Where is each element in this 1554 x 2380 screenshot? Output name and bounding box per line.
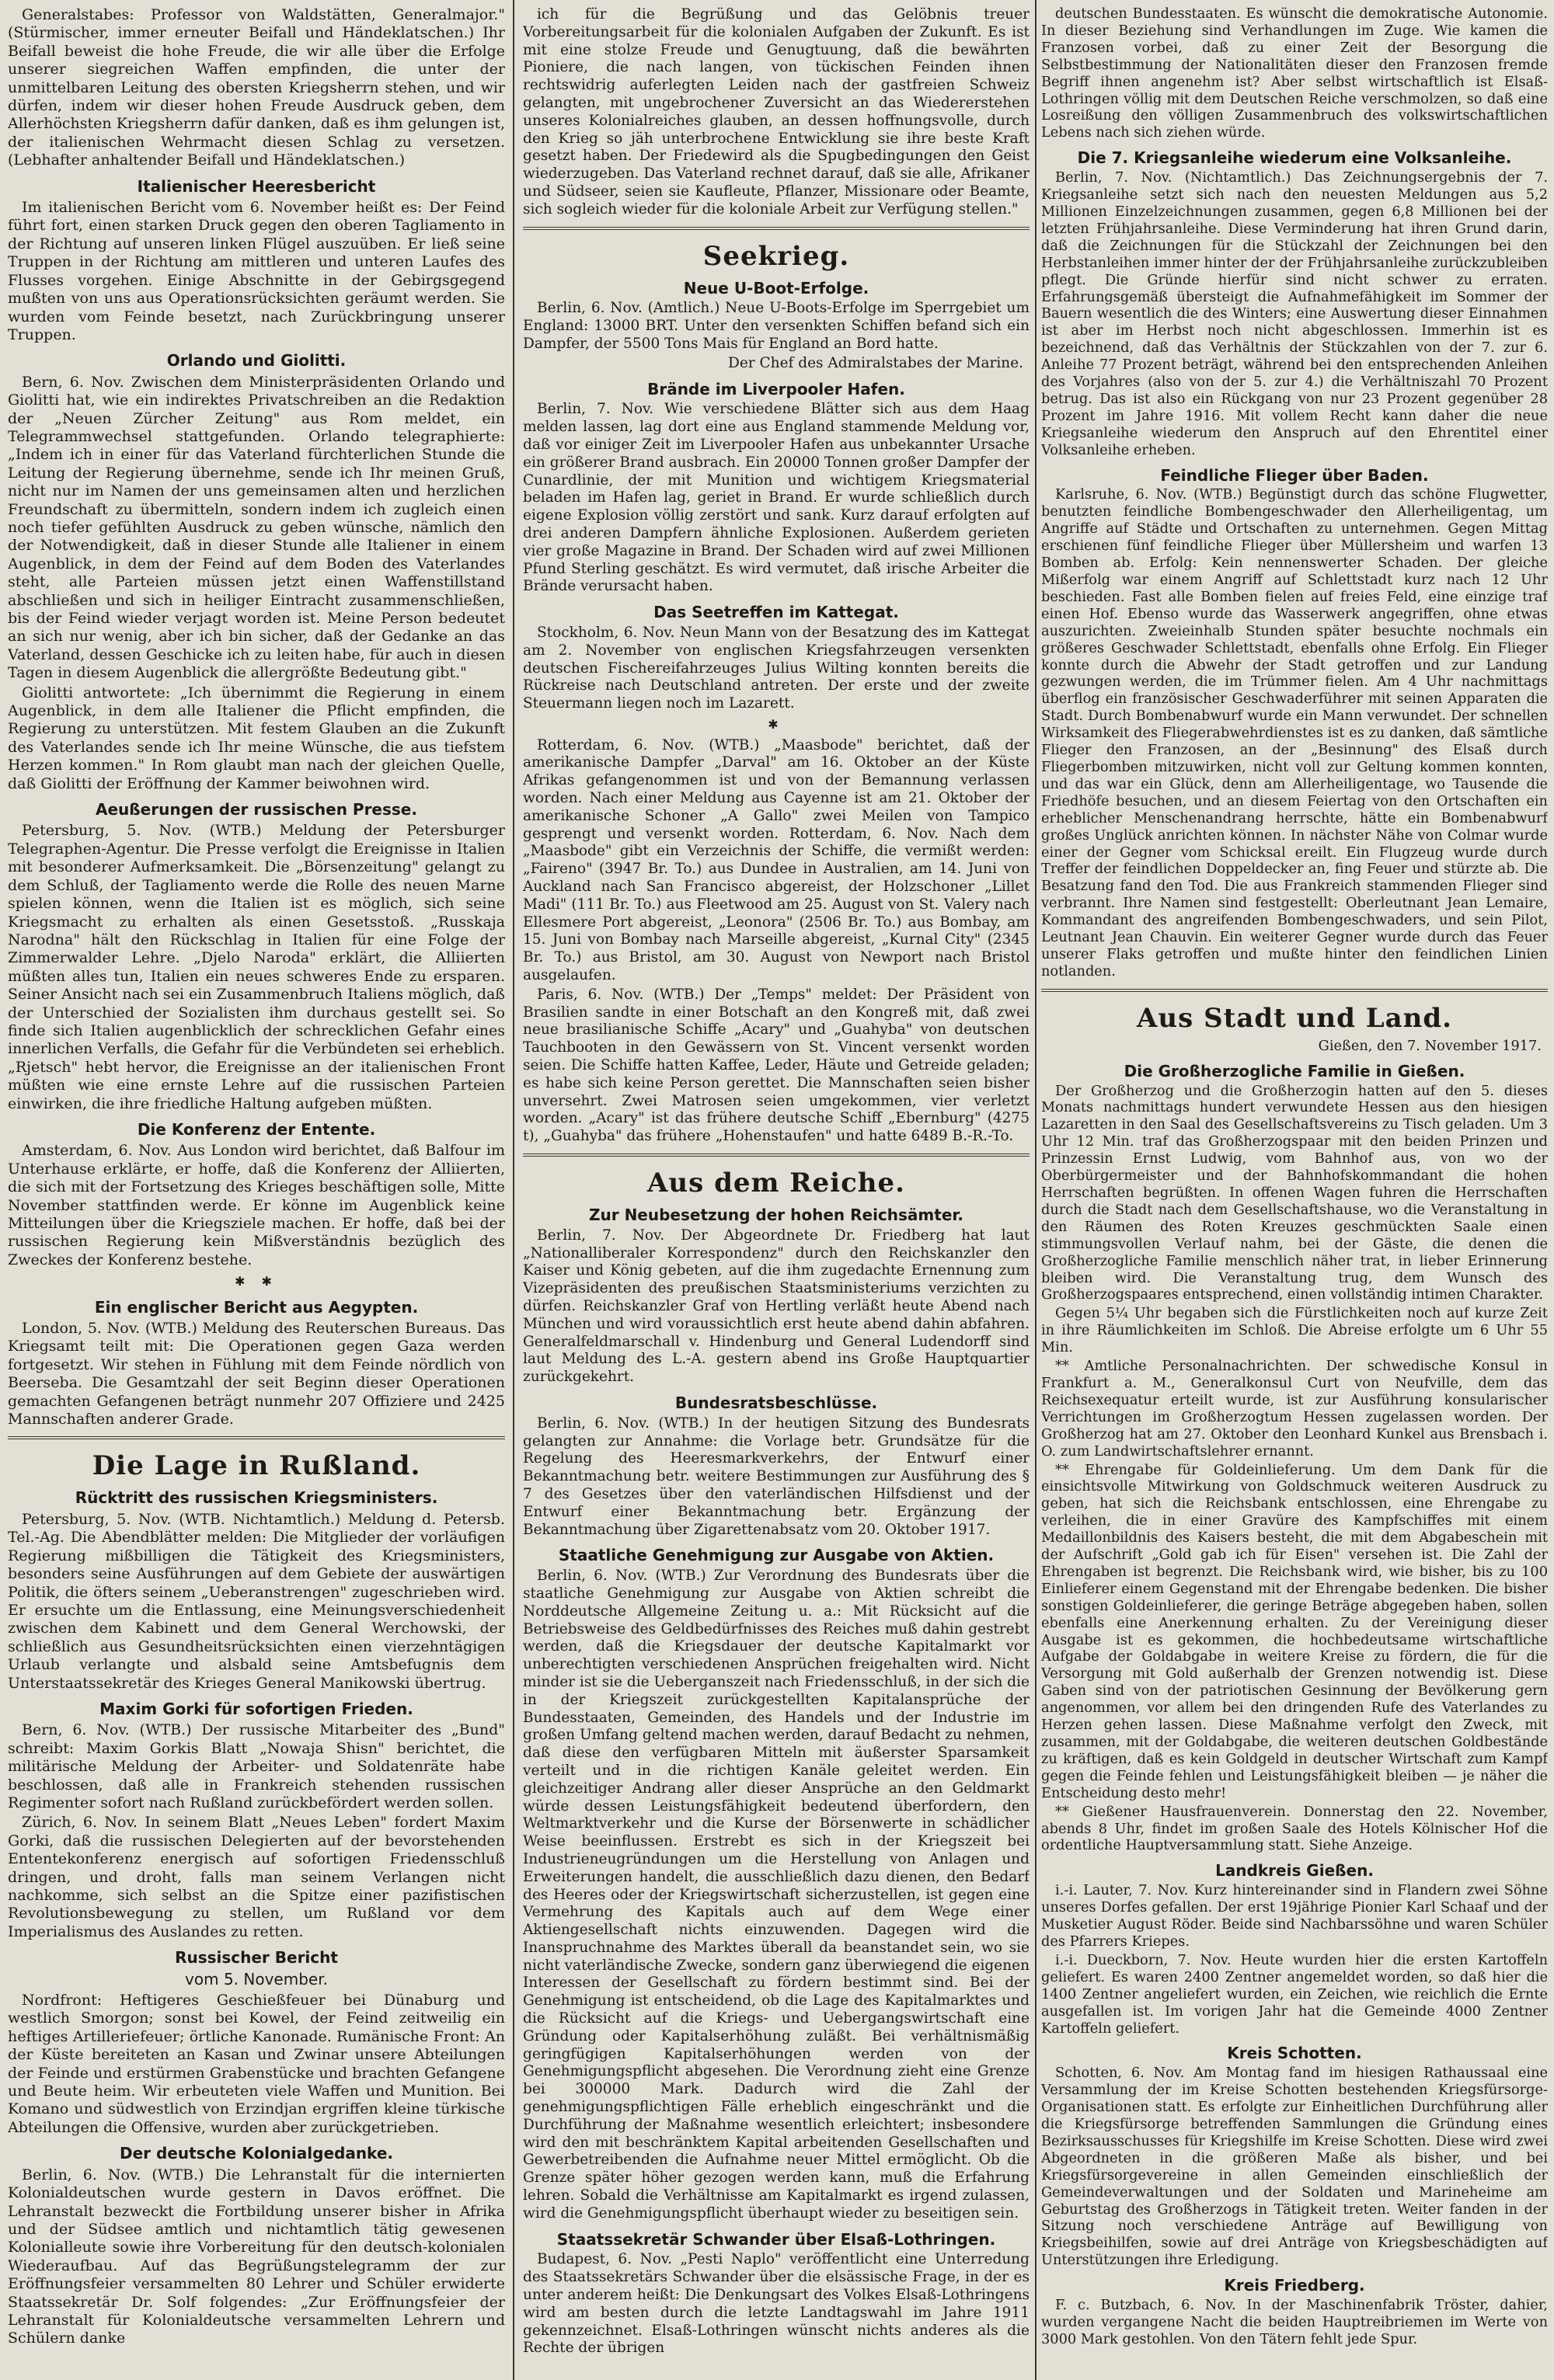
article-paragraph: Petersburg, 5. Nov. (WTB.) Meldung der Petersburger Telegraphen-Agentur. Die Presse verfolgt die Ereignisse in Italien mit besonderer Aufmerksamkeit. Die „Börsenzeitung" gelangt zu dem Schluß, der Tagliamento werde die Rolle des neuen Marne spielen können, wenn die Italien ist es möglich, sich seine Kriegsmacht zu erhalten als einen Gesetsstoß. „Russkaja Narodna" hält den Rückschlag in Italien für eine Folge der Zimmerwalder Lehre. „Djelo Naroda" erklärt, die Alliierten müßten alles tun, Italien ein neues schweres Ende zu ersparen. Seiner Ansicht nach sei ein Zusammenbruch Italiens möglich, daß der Unterschied der Sozialisten ihm durchaus gestellt sei. So finde sich Italien augenblicklich der schrecklichen Gefahr eines innerlichen Verfalls, die Gefahr für die Verbündeten sei erheblich. „Rjetsch" hebt hervor, die Ereignisse an der italienischen Front müßten wie eine ernste Lehre auf die russischen Parteien einwirken, die ihre friedliche Haltung aufgeben müßten.	[8, 822, 505, 1112]
separator-stars: ✱	[768, 716, 785, 732]
article-paragraph: i.-i. Dueckborn, 7. Nov. Heute wurden hier die ersten Kartoffeln geliefert. Es waren 2400 Zentner angemeldet worden, so daß hier die 1400 Zentner angeliefert wurden, ein Zeichen, wie reichlich die Ernte ausgefallen ist. Im vorigen Jahr hat die Gemeinde 4000 Zentner Kartoffeln geliefert.	[1041, 1952, 1548, 2037]
article-heading: Kreis Friedberg.	[1224, 2276, 1365, 2295]
article-paragraph: ** Ehrengabe für Goldeinlieferung. Um dem Dank für die einsichtsvolle Mitwirkung von Goldschmuck weiteren Ausdruck zu geben, hat sich die Reichsbank entschlossen, eine Ehrengabe zu verleihen, die in einer Gravüre des Kampfschiffes mit einem Medaillonbildnis des Kaisers besteht, die mit dem Abgabeschein mit der Aufschrift „Gold gab ich für Eisen" versehen ist. Die Zahl der Ehrengaben ist begrenzt. Die Reichsbank wird, wie bisher, bis zu 100 Einlieferer einem Gegenstand mit der Ehrengabe bedenken. Die bisher sonstigen Goldeinlieferer, die geringe Beträge abgegeben haben, sollen ebenfalls eine Anerkennung erhalten. Zu der Vereinigung dieser Ausgabe ist es gekommen, die hochbedeutsame wirtschaftliche Aufgabe der Goldabgabe in weitere Kreise zu fördern, die für die Versorgung mit Gold außerhalb der Grenzen notwendig ist. Diese Gaben sind von der patriotischen Gesinnung der Bevölkerung gern angenommen, vor allem bei den dringenden Rufe des Vaterlandes zu Herzen gehen lassen. Diese Maßnahme verfolgt den Zweck, mit zusammen, mit der Goldabgabe, die weiteren deutschen Goldbestände zu kräftigen, daß es kein Goldgeld in deutscher Wirtschaft zum Kampf gegen die Feinde fehlen und Leistungsfähigkeit bleiben — je näher die Entscheidung desto mehr!	[1041, 1462, 1548, 1801]
article-paragraph: Paris, 6. Nov. (WTB.) Der „Temps" meldet: Der Präsident von Brasilien sandte in einer Botschaft an den Kongreß mit, daß zwei neue brasilianische Schiffe „Acary" und „Guahyba" von deutschen Tauchbooten in den Gewässern von St. Vincent versenkt worden seien. Die Schiffe hatten Kaffee, Leder, Häute und Getreide geladen; es habe sich keine Person gerettet. Die Mannschaften seien bisher unversehrt. Zwei Matrosen seien umgekommen, vier verletzt worden. „Acary" ist das frühere deutsche Schiff „Ebernburg" (4275 t), „Guahyba" das frühere „Hohenstaufen" und hatte 6489 B.-R.-To.	[523, 986, 1030, 1145]
section-heading: Die Lage in Rußland.	[92, 1450, 421, 1482]
article-paragraph: i.-i. Lauter, 7. Nov. Kurz hintereinander sind in Flandern zwei Söhne unseres Dorfes gefallen. Der erst 19jährige Pionier Karl Schaaf und der Musketier August Röder. Beide sind Nachbarssöhne und waren Schüler des Pfarrers Kriepes.	[1041, 1883, 1548, 1950]
article-heading: Staatliche Genehmigung zur Ausgabe von Aktien.	[558, 1546, 995, 1565]
article-paragraph: Nordfront: Heftigeres Geschießfeuer bei Dünaburg und westlich Smorgon; sonst bei Kowel, der Feind zeitweilig ein heftiges Artilleriefeuer; örtliche Kanonade. Rumänische Front: An der Küste bereiteten an Kasan und Zwinar unsere Abteilungen der Feinde und erstürmen Grabenstücke und brachten Gefangene und Beute heim. Wir erbeuteten viele Waffen und Munition. Bei Komano und südwestlich von Erzindjan ergriffen kleine türkische Abteilungen die Offensive, wurden aber zurückgetrieben.	[8, 1992, 505, 2136]
article-heading: Russischer Bericht	[175, 1948, 338, 1968]
article-paragraph: Berlin, 7. Nov. (Nichtamtlich.) Das Zeichnungsergebnis der 7. Kriegsanleihe setzt sich nach den neuesten Meldungen aus 5,2 Millionen Einzelzeichnungen zusammen, gegen 6,8 Millionen bei der letzten Frühjahrsanleihe. Diese Verminderung hat ihren Grund darin, daß die Zeichnungen für die Stückzahl der Zeichnungen bei den Herbstanleihen immer hinter der der Frühjahrsanleihe zurückzubleiben pflegt. Die Gründe hierfür sind nicht schwer zu erraten. Erfahrungsgemäß übersteigt die Aufnahmefähigkeit im Sommer der Bauern wesentlich die des Winters; eine Auswertung dieser Einnahmen ist aber im Herbst noch nicht abgeschlossen. Immerhin ist es bezeichnend, daß das Verhältnis der Stückzahlen von der 7. zur 6. Anleihe 77 Prozent beträgt, während bei den entsprechenden Anleihen des Vorjahres (also von der 5. zur 4.) die Verhältniszahl 70 Prozent betrug. Das ist also ein Rückgang von nur 23 Prozent gegenüber 28 Prozent im Jahre 1916. Mit vollem Recht kann daher die neue Kriegsanleihe wiederum den Anspruch auf den Ehrentitel einer Volksanleihe erheben.	[1041, 170, 1548, 458]
section-heading: Seekrieg.	[702, 240, 850, 272]
article-paragraph: Giolitti antwortete: „Ich übernimmt die Regierung in einem Augenblick, in dem alle Italiener die Pflicht empfinden, die Regierung zu unterstützen. Mit festem Glauben an die Zukunft des Vaterlandes sende ich Ihr meine Wünsche, die aus tiefstem Herzen kommen." In Rom glaubt man nach der gleichen Quelle, daß Giolitti der Eröffnung der Kammer beiwohnen wird.	[8, 684, 505, 792]
section-divider	[523, 1153, 1030, 1157]
article-paragraph: Zürich, 6. Nov. In seinem Blatt „Neues Leben" fordert Maxim Gorki, daß die russischen Delegierten auf der bevorstehenden Ententekonferenz energisch auf sofortigen Friedensschluß dringen, und droht, falls man seinem Verlangen nicht nachkomme, sich selbst an die Spitze einer pazifistischen Revolutionsbewegung zu stellen, um Rußland vor dem Imperialismus des Auslandes zu retten.	[8, 1814, 505, 1940]
article-heading: Zur Neubesetzung der hohen Reichsämter.	[589, 1206, 963, 1225]
section-heading: Aus Stadt und Land.	[1137, 1002, 1452, 1034]
article-heading: Die Großherzogliche Familie in Gießen.	[1124, 1061, 1465, 1080]
section-divider	[1041, 989, 1548, 992]
article-heading: Neue U-Boot-Erfolge.	[683, 278, 869, 298]
article-heading: Maxim Gorki für sofortigen Frieden.	[99, 1699, 413, 1718]
section-divider	[8, 1436, 505, 1439]
article-paragraph: ** Amtliche Personalnachrichten. Der schwedische Konsul in Frankfurt a. M., Generalkonsul Curt von Neufville, dem das Reichsexequatur erteilt wurde, ist zur Ausführung konsularischer Verrichtungen im Großherzogtum Hessen zugelassen worden. Der Großherzog hat am 27. Oktober den Leonhard Kunkel aus Brensbach i. O. zum Landwirtschaftslehrer ernannt.	[1041, 1359, 1548, 1460]
article-heading: Landkreis Gießen.	[1215, 1861, 1374, 1881]
article-paragraph: Im italienischen Bericht vom 6. November heißt es: Der Feind führt fort, einen starken Druck gegen den oberen Tagliamento in der Richtung auf unseren linken Flügel auszuüben. Er ließ seine Truppen in der Richtung am mittleren und unteren Laufes des Flusses vorgehen. Einige Abschnitte in der Gebirgsgegend mußten von uns aus Operationsrücksichten geräumt werden. Sie wurden vom Feinde besetzt, nach Zurückbringung unserer Truppen.	[8, 199, 505, 343]
article-heading: Staatssekretär Schwander über Elsaß-Lothringen.	[556, 2229, 996, 2249]
article-paragraph: Berlin, 6. Nov. (Amtlich.) Neue U-Boots-Erfolge im Sperrgebiet um England: 13000 BRT. Unter den versenkten Schiffen befand sich ein Dampfer, der 5500 Tons Mais für England an Bord hatte.	[523, 300, 1030, 352]
article-subheading: vom 5. November.	[185, 1969, 328, 1989]
article-paragraph: Berlin, 6. Nov. (WTB.) In der heutigen Sitzung des Bundesrats gelangten zur Annahme: die Vorlage betr. Grundsätze für die Regelung des Heeresmarkverkehrs, der Entwurf einer Bekanntmachung betr. weitere Bestimmungen zur Ausführung des § 7 des Gesetzes über den vaterländischen Hilfsdienst und der Entwurf einer Bekanntmachung betr. Ergänzung der Bekanntmachung über Zigarettenabsatz vom 20. Oktober 1917.	[523, 1414, 1030, 1538]
article-paragraph: deutschen Bundesstaaten. Es wünscht die demokratische Autonomie. In dieser Beziehung sind Verhandlungen im Zuge. Wie kamen die Franzosen vorbei, daß zu einer Zeit der Besorgung die Selbstbestimmung der Nationalitäten dieser den Franzosen fremde Begriff ihnen angenehm ist? Aber selbst wirtschaftlich ist Elsaß-Lothringen völlig mit dem Deutschen Reiche verschmolzen, so daß eine Losreißung den völligen Zusammenbruch des volkswirtschaftlichen Lebens nach sich ziehen würde.	[1041, 6, 1548, 141]
article-heading: Der deutsche Kolonialgedanke.	[120, 2144, 393, 2163]
article-heading: Rücktritt des russischen Kriegsministers.	[75, 1488, 438, 1508]
article-heading: Feindliche Flieger über Baden.	[1160, 465, 1429, 485]
article-paragraph: Rotterdam, 6. Nov. (WTB.) „Maasbode" berichtet, daß der amerikanische Dampfer „Darval" am 16. Oktober an der Küste Afrikas gefangenommen ist und von der Bemannung verlassen worden. Nach einer Meldung aus Cayenne ist am 21. Oktober der amerikanische Schoner „A Gallo" zwei Meilen von Tampico gesprengt und versenkt worden. Rotterdam, 6. Nov. Nach dem „Maasbode" gibt ein Verzeichnis der Schiffe, die vermißt werden: „Faireno" (3947 Br. To.) aus Dundee in Australien, am 14. Juni von Auckland nach San Francisco abgereist, der Holzschoner „Lillet Madi" (111 Br. To.) aus Fleetwood am 25. August von St. Valery nach Ellesmere Port abgereist, „Leonora" (2506 Br. To.) aus Bombay, am 15. Juni von Bombay nach Marseille abgereist, „Kurnal City" (2345 Br. To.) aus Bristol, am 30. August von Newport nach Bristol ausgelaufen.	[523, 736, 1030, 984]
article-paragraph: F. c. Butzbach, 6. Nov. In der Maschinenfabrik Tröster, dahier, wurden vergangene Nacht die beiden Hauptreibriemen im Werte von 3000 Mark gestohlen. Von den Tätern fehlt jede Spur.	[1041, 2298, 1548, 2347]
article-paragraph: Gegen 5¼ Uhr begaben sich die Fürstlichkeiten noch auf kurze Zeit in ihre Räumlichkeiten im Schloß. Die Abreise erfolgte um 6 Uhr 55 Min.	[1041, 1306, 1548, 1356]
section-divider	[523, 227, 1030, 230]
column-3	[1041, 6, 1548, 2375]
column-1	[8, 6, 505, 2375]
article-heading: Bundesratsbeschlüsse.	[674, 1393, 878, 1412]
article-heading: Die Konferenz der Entente.	[137, 1119, 376, 1139]
separator-stars: ✱ ✱	[235, 1274, 278, 1289]
article-paragraph: London, 5. Nov. (WTB.) Meldung des Reuterschen Bureaus. Das Kriegsamt teilt mit: Die Operationen gegen Gaza werden fortgesetzt. Wir stehen in Fühlung mit dem Feinde nördlich von Beerseba. Die Gesamtzahl der seit Beginn dieser Operationen gemachten Gefangenen beträgt nunmehr 207 Offiziere und 2425 Mannschaften anderer Grade.	[8, 1320, 505, 1428]
article-paragraph: Budapest, 6. Nov. „Pesti Naplo" veröffentlicht eine Unterredung des Staatssekretärs Schwander über die elsässische Frage, in der es unter anderem heißt: Die Denkungsart des Volkes Elsaß-Lothringens wird am besten durch die letzte Landtagswahl im Jahre 1911 gekennzeichnet. Elsaß-Lothringen wünscht nichts anderes als die Rechte der übrigen	[523, 2251, 1030, 2357]
article-paragraph: Schotten, 6. Nov. Am Montag fand im hiesigen Rathaussaal eine Versammlung der im Kreise Schotten bestehenden Kriegsfürsorge-Organisationen statt. Es erfolgte zur Einheitlichen Durchführung aller die Kriegsfürsorge betreffenden Sammlungen die Gründung eines Bezirksausschusses für Kriegshilfe im Kreise Schotten. Diese wird zwei Abgeordneten in die größeren Maße als bisher, und bei Kriegsfürsorgevereine in allen Gemeinden einschließlich der Gemeindeverwaltungen und der Soldaten und Marineheime am Geburtstag des Großherzogs in Tätigkeit treten. Weiter fanden in der Sitzung noch verschiedene Anträge auf Bewilligung von Kriegsbeihilfen, sowie auf drei Anträge von Kriegsbeschädigten auf Unterstützungen ihre Erledigung.	[1041, 2065, 1548, 2269]
article-paragraph: Berlin, 7. Nov. Der Abgeordnete Dr. Friedberg hat laut „Nationalliberaler Korrespondenz" durch den Reichskanzler den Kaiser und König gebeten, auf die ihm zugedachte Ernennung zum Vizepräsidenten des preußischen Staatsministeriums verzichten zu dürfen. Reichskanzler Graf von Hertling verläßt heute Abend nach München und wird voraussichtlich erst heute abend dahin abfahren. Generalfeldmarschall v. Hindenburg und General Ludendorff sind laut Meldung des L.-A. gestern abend ins Große Hauptquartier zurückgekehrt.	[523, 1227, 1030, 1386]
article-paragraph: ** Gießener Hausfrauenverein. Donnerstag den 22. November, abends 8 Uhr, findet im großen Saale des Hotels Kölnischer Hof die ordentliche Hauptversammlung statt. Siehe Anzeige.	[1041, 1804, 1548, 1854]
article-paragraph: Berlin, 6. Nov. (WTB.) Zur Verordnung des Bundesrats über die staatliche Genehmigung zur Ausgabe von Aktien schreibt die Norddeutsche Allgemeine Zeitung u. a.: Mit Rücksicht auf die Betriebsweise des Geldbedürfnisses des Reiches muß dahin gestrebt werden, daß die Kriegsdauer der deutsche Kapitalmarkt vor unberechtigten verschiedenen Ansprüchen freigehalten wird. Nicht minder ist sie die Ueberganszeit nach Friedensschluß, in der sich die in der Kriegszeit zurückgestellten Kapitalansprüche der Bundesstaaten, Gemeinden, des Handels und der Industrie im großen Umfang geltend machen werden, darauf Bedacht zu nehmen, daß diese den verfügbaren Mitteln mit äußerster Sparsamkeit verteilt und in die richtigen Kanäle geleitet werden. Ein gleichzeitiger Andrang aller dieser Ansprüche an den Geldmarkt würde dessen Leistungsfähigkeit bedeutend überfordern, den Weltmarktverkehr und die Kurse der Börsenwerte in schädlicher Weise beeinflussen. Erstrebt es sich in der Kriegszeit bei Industrieneugründungen um die Herstellung von Anlagen und Erweiterungen handelt, die ausschließlich dazu dienen, den Bedarf des Heeres oder der Kriegswirtschaft sicherzustellen, ist gegen eine Vermehrung des Kapitals auch auf dem Wege einer Aktiengesellschaft nichts einzuwenden. Dagegen wird die Inanspruchnahme des Marktes überall da beanstandet sein, wo sie nicht vaterländische Zwecke, sondern ganz überwiegend die eigenen Interessen der Gesellschaft zu fördern bestimmt sind. Bei der Genehmigung ist entscheidend, ob die Lage des Kapitalmarktes und die Rücksicht auf die Kriegs- und Uebergangswirtschaft eine Gründung oder Kapitalserhöhung zuläßt. Bei verhältnismäßig geringfügigen Kapitalserhöhungen werden von der Genehmigungspflicht abgesehen. Die Verordnung zieht eine Grenze bei 300000 Mark. Dadurch wird die Zahl der genehmigungspflichtigen Fälle erheblich eingeschränkt und die Durchführung der Maßnahme wesentlich erleichtert; insbesondere wird den mit beschränktem Kapital arbeitenden Gesellschaften und Gewerbetreibenden die Aufnahme neuer Mittel ermöglicht. Ob die Grenze später höher gezogen werden kann, muß die Erfahrung lehren. Sobald die Verhältnisse am Kapitalmarkt es irgend zulassen, wird die Genehmigungspflicht überhaupt wieder zu beseitigen sein.	[523, 1568, 1030, 2222]
article-paragraph: Berlin, 7. Nov. Wie verschiedene Blätter sich aus dem Haag melden lassen, lag dort eine aus England stammende Meldung vor, daß vor einiger Zeit im Liverpooler Hafen aus unbekannter Ursache ein größerer Brand ausbrach. Ein 20000 Tonnen großer Dampfer der Cunardlinie, der mit Munition und wichtigem Kriegsmaterial beladen im Hafen lag, geriet in Brand. Er wurde schließlich durch eigene Explosion völlig zerstört und sank. Kurz darauf erfolgten auf drei anderen Dampfern ähnliche Explosionen. Außerdem gerieten vier große Magazine in Brand. Der Schaden wird auf zwei Millionen Pfund Sterling geschätzt. Es wird vermutet, daß irische Arbeiter die Brände verursacht haben.	[523, 401, 1030, 595]
article-paragraph: Berlin, 6. Nov. (WTB.) Die Lehranstalt für die internierten Kolonialdeutschen wurde gestern in Davos eröffnet. Die Lehranstalt bezweckt die Fortbildung unserer bisher in Afrika und der Südsee amtlich und nichtamtlich tätig gewesenen Kolonialleute sowie ihre Vorbereitung für den deutsch-kolonialen Wiederaufbau. Auf das Begrüßungstelegramm der zur Eröffnungsfeier versammelten 80 Lehrer und Schüler erwiderte Staatssekretär Dr. Solf folgendes: „Zur Eröffnungsfeier der Lehranstalt für Kolonialdeutsche versammelten Lehrern und Schülern danke	[8, 2166, 505, 2347]
article-paragraph: Bern, 6. Nov. Zwischen dem Ministerpräsidenten Orlando und Giolitti hat, wie ein indirektes Privatschreiben an die Redaktion der „Neuen Zürcher Zeitung" aus Rom meldet, ein Telegrammwechsel stattgefunden. Orlando telegraphierte: „Indem ich in einer für das Vaterland fürchterlichen Stunde die Leitung der Regierung übernehme, sende ich Ihr meinen Gruß, nicht nur im Namen der uns gemeinsamen alten und herzlichen Freundschaft zu übermitteln, sondern indem ich zugleich einen noch tiefer gefühlten Ausdruck zu geben wünsche, nämlich den der Notwendigkeit, daß in dieser Stunde alle Italiener in einem Augenblick, in dem der Feind auf dem Boden des Vaterlandes steht, alle Parteien müssen jetzt einen Waffenstillstand abschließen und sich in heiliger Eintracht zusammenschließen, bis der Feind wieder verjagt worden ist. Meine Person bedeutet an sich nur wenig, aber ich bin sicher, daß der Gedanke an das Vaterland, dessen Geschicke ich zu leiten habe, für auch in diesen Tagen in diesem Augenblick die allergrößte Bedeutung gibt."	[8, 373, 505, 682]
article-heading: Brände im Liverpooler Hafen.	[647, 379, 905, 398]
article-heading: Italienischer Heeresbericht	[137, 176, 376, 196]
article-heading: Kreis Schotten.	[1227, 2044, 1362, 2063]
article-paragraph: Karlsruhe, 6. Nov. (WTB.) Begünstigt durch das schöne Flugwetter, benutzten feindliche Bombengeschwader den Allerheiligentag, um Angriffe auf Städte und Ortschaften zu unternehmen. Gegen Mittag erschienen fünf feindliche Flieger über Müllersheim und warfen 13 Bomben ab. Erfolg: Kein nennenswerter Schaden. Der gleiche Mißerfolg war einem Angriff auf Schlettstadt kurz nach 12 Uhr beschieden. Fast alle Bomben fielen auf freies Feld, eine einzige traf einen Hof. Ebenso wurde das Wasserwerk angegriffen, ohne etwas auszurichten. Zweieinhalb Stunden später besuchte nochmals ein größeres Geschwader Schlettstadt, ebenfalls ohne Erfolg. Ein Flieger konnte durch die Abwehr der Stadt getroffen und zur Landung gezwungen werden, die im Trümmer fielen. Am 4 Uhr nachmittags überflog ein französischer Geschwaderführer mit seinen Apparaten die Stadt. Durch Bombenabwurf wurde ein Mann verwundet. Der schnellen Wirksamkeit des Fliegerabwehrdienstes ist es zu danken, daß sämtliche Flieger den Franzosen, an der „Besinnung" des Elsaß durch Fliegerbomben mitzuwirken, nicht voll zur Geltung kommen konnten, und das war ein Glück, denn am Allerheiligentage, wo Tausende die Friedhöfe besuchen, und an diesem Feiertag von den Ortschaften ein erheblicher Menschenandrang herrschte, hätte ein Bombenabwurf großes Unglück anrichten können. In nächster Nähe von Colmar wurde einer der Gegner vom Schicksal ereilt. Ein Flugzeug wurde durch Treffer der feindlichen Doppeldecker an, fing Feuer und stürzte ab. Die Besatzung fand den Tod. Die aus Frankreich stammenden Flieger sind verbrannt. Ihre Namen sind festgestellt: Oberleutnant Jean Lemaire, Kommandant des angreifenden Bombengeschwaders, und sein Pilot, Leutnant Jean Chauvin. Ein weiterer Gegner wurde durch das Feuer unserer Flaks getroffen und mußte hinter den feindlichen Linien notlanden.	[1041, 487, 1548, 979]
section-heading: Aus dem Reiche.	[647, 1167, 905, 1199]
article-paragraph: Stockholm, 6. Nov. Neun Mann von der Besatzung des im Kattegat am 2. November von englischen Kriegsfahrzeugen versenkten deutschen Fischereifahrzeuges Julius Wilting konnten bereits die Rückreise nach Deutschland antreten. Der erste und der zweite Steuermann liegen noch im Lazarett.	[523, 624, 1030, 712]
article-paragraph: ich für die Begrüßung und das Gelöbnis treuer Vorbereitungsarbeit für die kolonialen Aufgaben der Zukunft. Es ist mit eine stolze Freude und Genugtuung, daß die bewährten Pioniere, die nach langen, von tückischen Feinden ihnen rechtswidrig auferlegten Leiden nach der gastfreien Schweiz gelangten, mit ungebrochener Zuversicht an das Wiedererstehen unseres Kolonialreiches glauben, an dessen hoffnungsvolle, durch den Krieg so jäh unterbrochene Entwicklung sie ihre beste Kraft gesetzt haben. Der Friedewird als die Spugbedingungen den Geist wiederzugeben. Das Vaterland rechnet darauf, daß sie alle, Afrikaner und Südseer, seien sie Kaufleute, Pflanzer, Missionare oder Beamte, sich sogleich wieder für die koloniale Arbeit zur Verfügung stellen."	[523, 6, 1030, 217]
article-heading: Aeußerungen der russischen Presse.	[96, 800, 417, 819]
article-paragraph: Der Großherzog und die Großherzogin hatten auf den 5. dieses Monats nachmittags hundert verwundete Hessen aus den hiesigen Lazaretten in den Saal des Gesellschaftsvereins zu Tisch geladen. Um 3 Uhr 12 Min. traf das Großherzogspaar mit den beiden Prinzen und Prinzessin Ernst Ludwig, vom Bahnhof aus, von wo der Oberbürgermeister und der Bahnhofskommandant die hohen Herrschaften begrüßten. In offenen Wagen fuhren die Herrschaften durch die Stadt nach dem Gesellschaftshause, wo die Veranstaltung in den Räumen des Roten Kreuzes geschmückten Saale einen stimmungsvollen Verlauf nahm, bei der Gäste, die denen die Großherzogliche Familie menschlich näher trat, in lieber Erinnerung bleiben wird. Die Veranstaltung trug, dem Wunsch des Großherzogspaares entsprechend, einen vollständig intimen Charakter.	[1041, 1083, 1548, 1303]
dateline: Gießen, den 7. November 1917.	[1318, 1038, 1542, 1054]
article-paragraph: Petersburg, 5. Nov. (WTB. Nichtamtlich.) Meldung d. Petersb. Tel.-Ag. Die Abendblätter melden: Die Mitglieder der vorläufigen Regierung mißbilligen die Tätigkeit des Kriegsministers, besonders seine Ausführungen auf dem Gebiete der auswärtigen Politik, die öfters seinem „Ueberanstrengen" zugeschrieben wird. Er ersuchte um die Entlassung, eine Meinungsverschiedenheit zwischen dem Kabinett und dem General Werchowski, der schließlich aus Gesundheitsrücksichten einen vierzehntägigen Urlaub verlangte und alsbald seine Amtsbefugnis dem Unterstaatssekretär des Krieges General Manikowski übertrug.	[8, 1510, 505, 1692]
column-2	[523, 6, 1030, 2375]
column-rule	[513, 0, 514, 2380]
column-rule	[1035, 0, 1037, 2380]
article-heading: Orlando und Giolitti.	[166, 351, 347, 371]
article-heading: Das Seetreffen im Kattegat.	[653, 603, 899, 622]
article-heading: Die 7. Kriegsanleihe wiederum eine Volksanleihe.	[1077, 148, 1512, 168]
article-paragraph: Amsterdam, 6. Nov. Aus London wird berichtet, daß Balfour im Unterhause erklärte, er hoffe, daß die Konferenz der Alliierten, die sich mit der Fortsetzung des Krieges beschäftigen solle, Mitte November stattfinden werde. Er könne im Augenblick keine Mitteilungen über die Kriegsziele machen. Er hoffe, daß bei der russischen Regierung kein Mißverständnis bezüglich des Zweckes der Konferenz bestehe.	[8, 1142, 505, 1268]
article-paragraph: Bern, 6. Nov. (WTB.) Der russische Mitarbeiter des „Bund" schreibt: Maxim Gorkis Blatt „Nowaja Shisn" berichtet, die militärische Meldung der Arbeiter- und Soldatenräte habe beschlossen, daß alle in Frankreich stehenden russischen Regimenter sofort nach Rußland zurückbefördert werden sollen.	[8, 1721, 505, 1811]
article-signature: Der Chef des Admiralstabes der Marine.	[728, 354, 1023, 371]
article-paragraph: Generalstabes: Professor von Waldstätten, Generalmajor." (Stürmischer, immer erneuter Beifall und Händeklatschen.) Ihr Beifall beweist die hohe Freude, die wir alle über die Erfolge unserer siegreichen Waffen empfinden, die unter der unmittelbaren Leitung des obersten Kriegsherrn stehen, und wir dürfen, indem wir dieser hohen Freude Ausdruck geben, dem Allerhöchsten Kriegsherrn dafür danken, daß es ihm gelungen ist, der italienischen Wehrmacht diesen Schlag zu versetzen. (Lebhafter anhaltender Beifall und Händeklatschen.)	[8, 6, 505, 169]
article-heading: Ein englischer Bericht aus Aegypten.	[94, 1297, 419, 1317]
